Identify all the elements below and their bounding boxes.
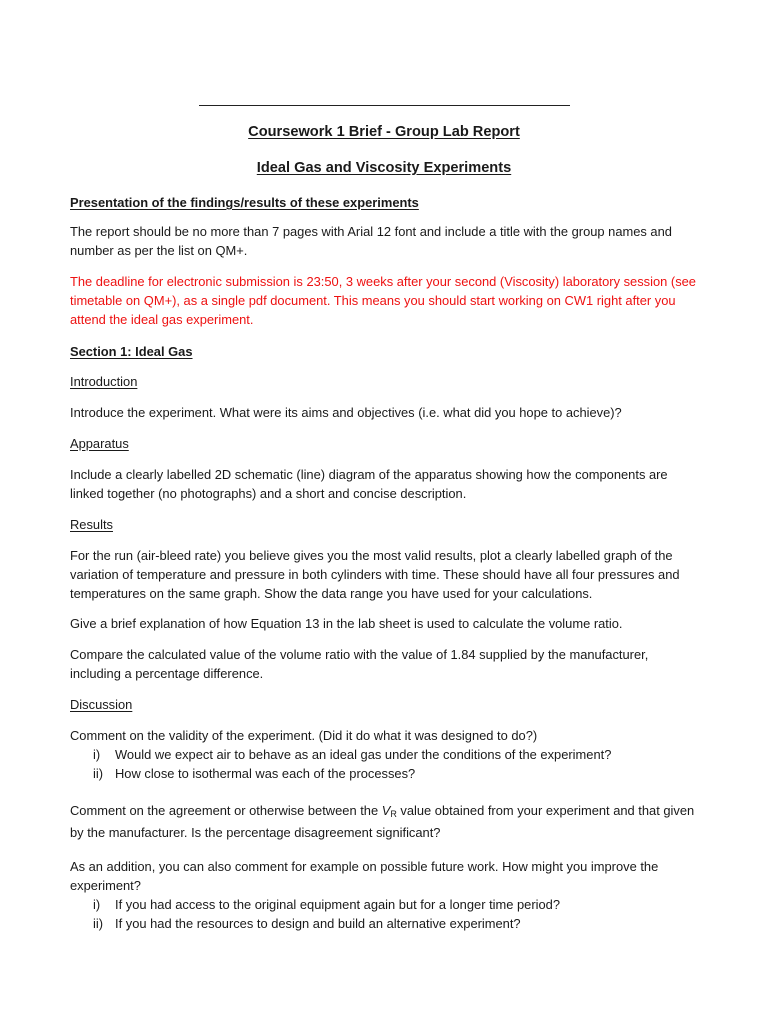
list-text: Would we expect air to behave as an ideal gas under the conditions of the experiment?	[115, 747, 612, 762]
vr-subscript: R	[390, 809, 397, 819]
deadline-notice: The deadline for electronic submission is 23:50, 3 weeks after your second (Viscosity) laboratory session (see timetable on QM+), as a single pdf document. This means you should start working on CW1 right after you attend the ideal gas experiment.	[70, 274, 696, 327]
list-number: i)	[93, 747, 101, 762]
apparatus-heading: Apparatus	[70, 436, 129, 451]
introduction-text: Introduce the experiment. What were its aims and objectives (i.e. what did you hope to achieve)?	[70, 405, 622, 420]
results-paragraph-3: Compare the calculated value of the volume ratio with the value of 1.84 supplied by the manufacturer, including a percentage difference.	[70, 647, 649, 681]
list-item	[93, 765, 693, 784]
document-subtitle: Ideal Gas and Viscosity Experiments	[256, 160, 512, 176]
report-requirements: The report should be no more than 7 pages with Arial 12 font and include a title with the group names and number as per the list on QM+.	[70, 224, 672, 258]
results-paragraph-1: For the run (air-bleed rate) you believe gives you the most valid results, plot a clearly labelled graph of the variation of temperature and pressure in both cylinders with time. These should have all four pressures and temperatures on the same graph. Show the data range you have used for your calculations.	[70, 548, 680, 601]
results-paragraph-2: Give a brief explanation of how Equation 13 in the lab sheet is used to calculate the volume ratio.	[70, 616, 623, 631]
list-text: If you had the resources to design and build an alternative experiment?	[115, 915, 521, 931]
list-item	[93, 915, 693, 934]
vr-symbol: V	[381, 803, 391, 818]
list-number: ii)	[93, 915, 104, 931]
validity-question-list	[93, 746, 693, 784]
vr-text-after: value obtained from your experiment and that given by the manufacturer. Is the percentage disagreement significant?	[70, 803, 695, 840]
presentation-heading: Presentation of the findings/results of these experiments	[70, 195, 419, 210]
list-item	[93, 746, 693, 765]
introduction-heading: Introduction	[70, 374, 138, 389]
results-heading: Results	[70, 517, 113, 532]
section1-heading: Section 1: Ideal Gas	[70, 344, 193, 359]
discussion-heading: Discussion	[70, 697, 133, 712]
list-number: i)	[93, 897, 101, 912]
vr-text-before: Comment on the agreement or otherwise between the	[70, 803, 382, 818]
discussion-paragraph-2	[70, 802, 700, 843]
list-number: ii)	[93, 765, 104, 781]
list-item	[93, 896, 693, 915]
document-title: Coursework 1 Brief - Group Lab Report	[248, 124, 520, 140]
list-text: If you had access to the original equipment again but for a longer time period?	[115, 897, 561, 912]
discussion-paragraph-1: Comment on the validity of the experiment. (Did it do what it was designed to do?)	[70, 728, 538, 743]
header-rule	[199, 105, 570, 106]
discussion-paragraph-3: As an addition, you can also comment for example on possible future work. How might you improve the experiment?	[70, 859, 659, 893]
future-work-list	[93, 896, 693, 934]
list-text: How close to isothermal was each of the processes?	[115, 765, 416, 781]
apparatus-text: Include a clearly labelled 2D schematic (line) diagram of the apparatus showing how the components are linked together (no photographs) and a short and concise description.	[70, 467, 668, 501]
